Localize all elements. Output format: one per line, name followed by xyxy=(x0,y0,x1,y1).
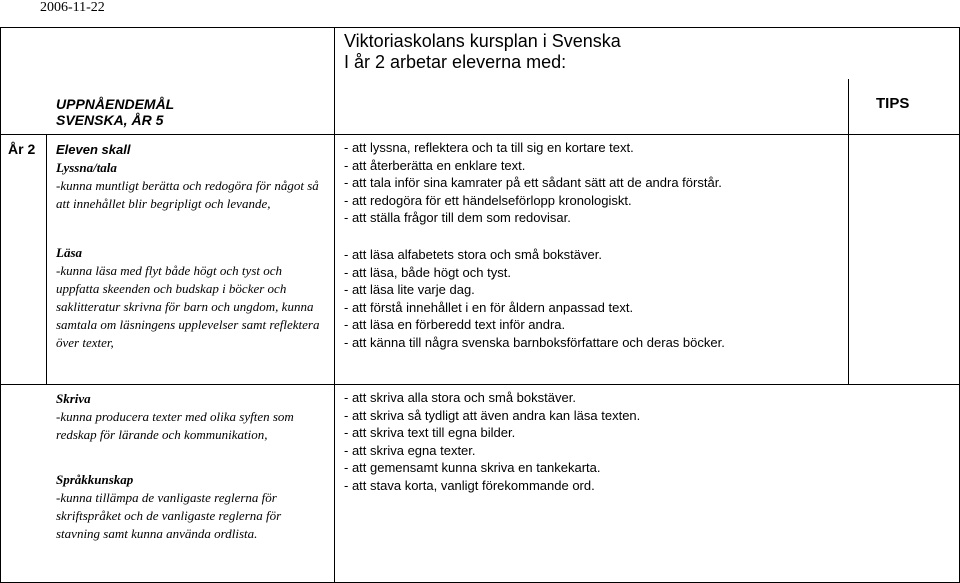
list-item: - att skriva så tydligt att även andra kan läsa texten. xyxy=(344,407,641,423)
list-item: - att återberätta en enklare text. xyxy=(344,157,526,173)
table-left-border xyxy=(0,27,1,583)
goal-block-title: Eleven skall xyxy=(56,142,131,157)
goals-header-line-1: UPPNÅENDEMÅL xyxy=(56,96,175,112)
goal-text-lyssna-tala: -kunna muntligt berätta och redogöra för något så att innehållet blir begripligt och levande, xyxy=(56,178,319,211)
goals-header-line-2: SVENSKA, ÅR 5 xyxy=(56,112,164,128)
list-item: - att förstå innehållet i en för åldern anpassad text. xyxy=(344,299,634,315)
goals-column-header xyxy=(56,96,174,128)
list-item: - att läsa, både högt och tyst. xyxy=(344,264,511,280)
list-item: - att skriva text till egna bilder. xyxy=(344,425,516,440)
list-item: - att läsa en förberedd text inför andra. xyxy=(344,317,566,332)
goal-text-skriva: -kunna producera texter med olika syften som redskap för lärande och kommunikation, xyxy=(56,409,294,442)
header-row-border xyxy=(0,134,960,135)
column-divider-goals xyxy=(334,27,335,583)
page-title xyxy=(344,31,621,73)
activity-list-tala xyxy=(344,139,722,227)
list-item: - att läsa lite varje dag. xyxy=(344,282,475,297)
goal-block-sprakkunskap xyxy=(56,471,326,543)
list-item: - att känna till några svenska barnboksförfattare och deras böcker. xyxy=(344,334,725,350)
list-item: - att lyssna, reflektera och ta till sig en kortare text. xyxy=(344,140,634,155)
section-divider xyxy=(0,384,960,385)
goal-block-lyssna-tala xyxy=(56,141,326,213)
goal-subheading-lasa: Läsa xyxy=(56,245,82,260)
goal-subheading-lyssna-tala: Lyssna/tala xyxy=(56,160,117,175)
goal-subheading-skriva: Skriva xyxy=(56,391,91,406)
document-date: 2006-11-22 xyxy=(40,0,105,15)
column-divider-year xyxy=(46,134,47,384)
goal-block-lasa xyxy=(56,244,328,352)
activity-list-lasa xyxy=(344,246,725,351)
column-divider-tips xyxy=(848,79,849,384)
year-label: År 2 xyxy=(8,141,36,157)
goal-text-sprakkunskap: -kunna tillämpa de vanligaste reglerna för skriftspråket och de vanligaste reglerna för stavning samt kunna använda ordlista. xyxy=(56,490,282,541)
goal-subheading-sprakkunskap: Språkkunskap xyxy=(56,472,134,487)
goal-block-skriva xyxy=(56,390,332,444)
activity-list-skriva xyxy=(344,389,640,494)
goal-text-lasa: -kunna läsa med flyt både högt och tyst och uppfatta skeenden och budskap i böcker och saklitteratur skrivna för barn och ungdom, kunna samtala om läsningens upplevelser samt reflektera över texter, xyxy=(56,263,320,350)
list-item: - att redogöra för ett händelseförlopp kronologiskt. xyxy=(344,192,632,208)
table-top-border xyxy=(0,27,960,28)
list-item: - att gemensamt kunna skriva en tankekarta. xyxy=(344,460,601,475)
list-item: - att skriva egna texter. xyxy=(344,442,476,458)
list-item: - att tala inför sina kamrater på ett sådant sätt att de andra förstår. xyxy=(344,175,722,190)
tips-column-header: TIPS xyxy=(876,95,910,112)
title-line-2: I år 2 arbetar eleverna med: xyxy=(344,52,567,72)
list-item: - att skriva alla stora och små bokstäver. xyxy=(344,390,576,405)
title-line-1: Viktoriaskolans kursplan i Svenska xyxy=(344,31,621,51)
list-item: - att ställa frågor till dem som redovisar. xyxy=(344,210,571,225)
list-item: - att läsa alfabetets stora och små bokstäver. xyxy=(344,247,602,262)
list-item: - att stava korta, vanligt förekommande ord. xyxy=(344,477,595,493)
